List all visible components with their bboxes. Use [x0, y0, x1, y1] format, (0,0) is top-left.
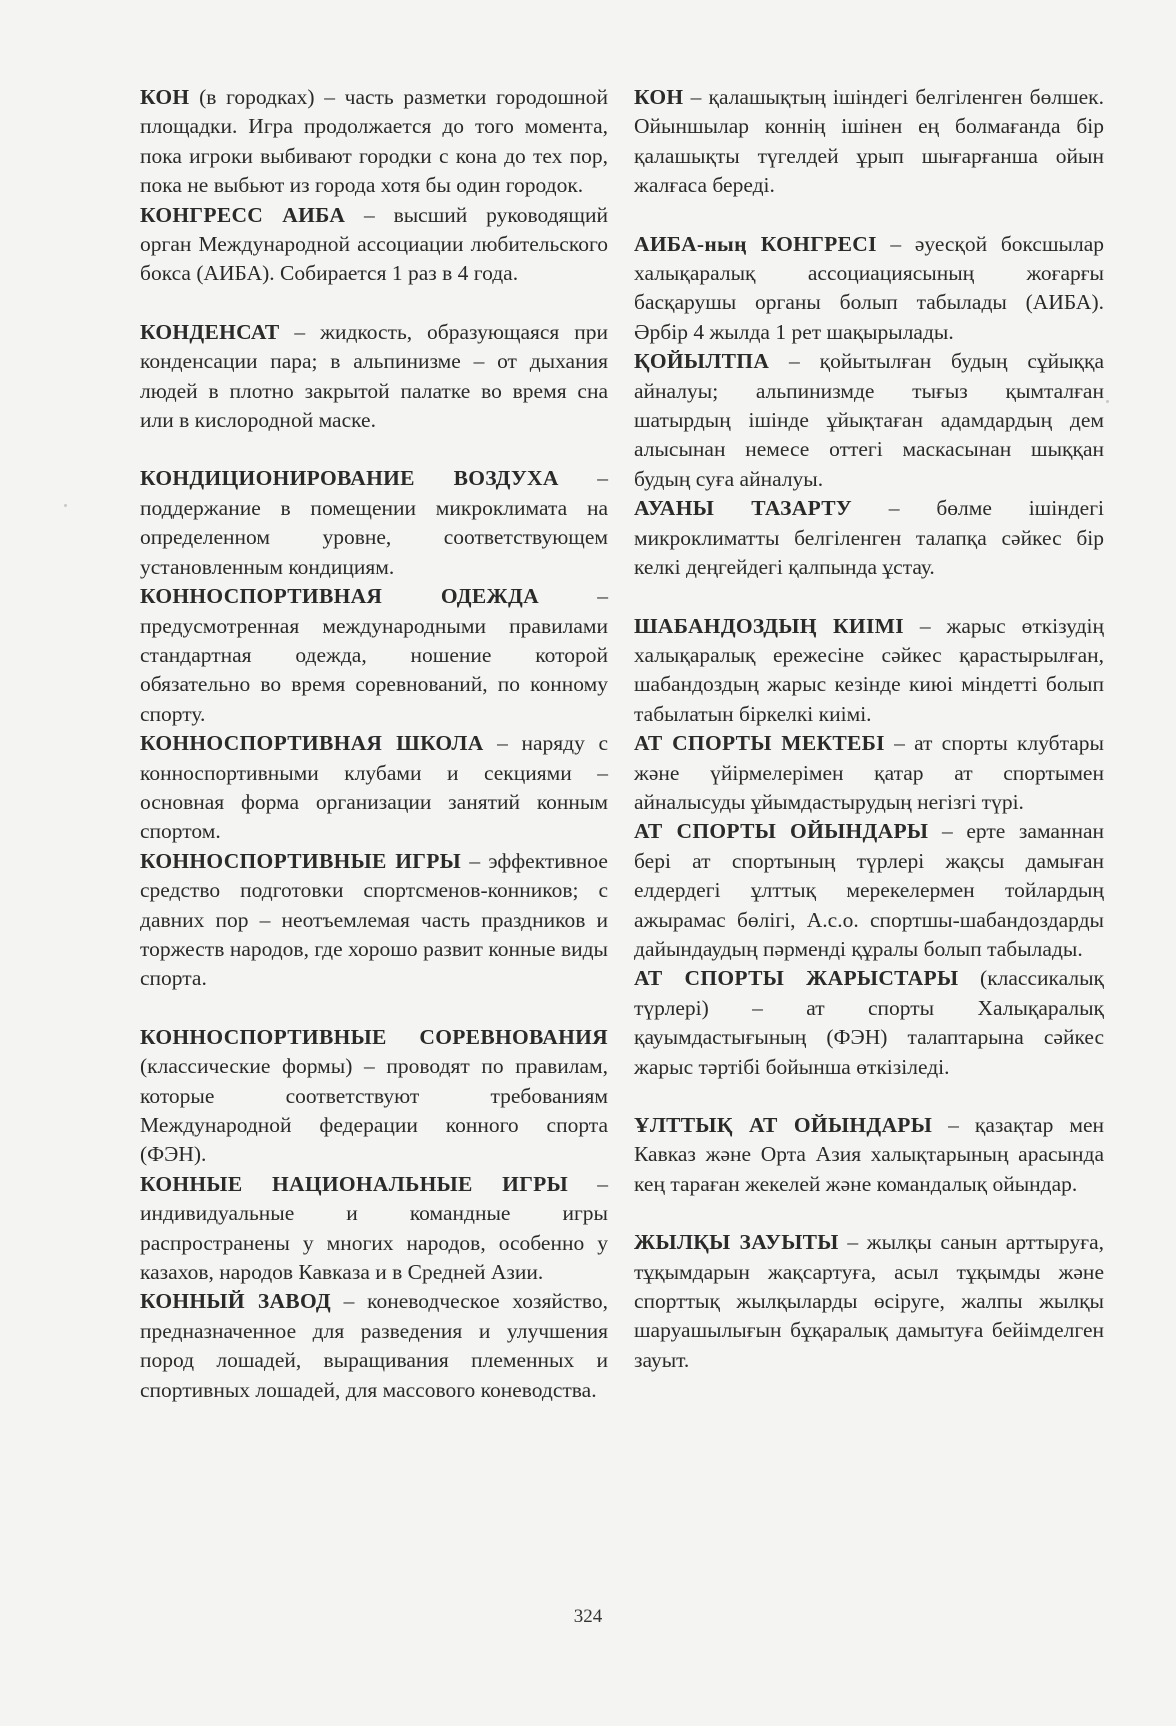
entry-kon-kk: [634, 83, 1104, 201]
entry-at-sporty-oiyndary-kk: [634, 817, 1104, 964]
entry-term: ҰЛТТЫҚ АТ ОЙЫНДАРЫ: [634, 1113, 933, 1137]
entry-term: КОННОСПОРТИВНАЯ ШКОЛА: [140, 731, 484, 756]
entry-konnosport-shkola-ru: [140, 729, 608, 847]
entry-definition: – ерте заманнан бері ат спортының түрлері жақсы дамыған елдердегі ұлттық мерекелермен тойлардың ажырамас бөлігі, А.с.о. спортшы-шабандоздарды дайындаудың пәрменді құралы болып табылады.: [634, 819, 1105, 961]
entry-definition: – эффективное средство подготовки спортсменов-конников; с давних пор – неотъемлемая часть праздников и торжеств народов, где хорошо развит конные виды спорта.: [140, 848, 608, 991]
entry-definition: – предусмотренная международными правилами стандартная одежда, ношение которой обязательно во время соревнований, по конному спорту.: [140, 584, 608, 726]
page-number: 324: [573, 1606, 603, 1627]
entry-term: КОННЫЕ НАЦИОНАЛЬНЫЕ ИГРЫ: [140, 1171, 569, 1196]
entry-definition: – бөлме ішіндегі микроклиматты белгіленген талапқа сәйкес бір келкі деңгейдегі қалпында ұстау.: [634, 496, 1104, 580]
entry-definition: (классические формы) – проводят по правилам, которые соответствуют требованиям Международной федерации конного спорта (ФЭН).: [140, 1054, 608, 1167]
entry-definition: (в городках) – часть разметки городошной площадки. Игра продолжается до того момента, пока игроки выбивают городки с кона до тех пор, пока не выбьют из города хотя бы один городок.: [140, 85, 608, 198]
entry-term: КОНДИЦИОНИРОВАНИЕ ВОЗДУХА: [140, 466, 559, 491]
entry-term: ШАБАНДОЗДЫҢ КИІМІ: [634, 613, 904, 638]
entry-zhylky-zauyty-kk: [634, 1228, 1104, 1375]
entry-definition: – коневодческое хозяйство, предназначенное для разведения и улучшения пород лошадей, выращивания племенных и спортивных лошадей, для массового коневодства.: [140, 1289, 608, 1402]
entry-definition: – поддержание в помещении микроклимата на определенном уровне, соответствующем установленным кондициям.: [140, 466, 608, 579]
entry-definition: – жылқы санын арттыруға, тұқымдарын жақсартуға, асыл тұқымды және спорттық жылқыларды өсіруге, жалпы жылқы шаруашылығын бұқаралық дамытуға бейімделген зауыт.: [634, 1230, 1104, 1372]
entry-kondicionirovanie-ru: [140, 464, 608, 582]
entry-term: КОННЫЙ ЗАВОД: [140, 1289, 331, 1314]
entry-definition: – әуесқой боксшылар халықаралық ассоциациясының жоғарғы басқарушы органы болып табылады (АИБА). Әрбір 4 жылда 1 рет шақырылады.: [634, 231, 1104, 344]
entry-definition: – қалашықтың ішіндегі белгіленген бөлшек. Ойыншылар коннің ішінен ең болмағанда бір қалашықты түгелдей ұрып шығарғанша ойын жалғаса береді.: [634, 85, 1104, 198]
entry-kongress-aiba-ru: [140, 201, 608, 289]
entry-konnosport-odezhda-ru: [140, 582, 608, 729]
entry-term: КОН: [140, 85, 190, 109]
entry-koiyltpa-kk: [634, 347, 1104, 494]
entry-term: КОННОСПОРТИВНЫЕ СОРЕВНОВАНИЯ: [140, 1024, 608, 1049]
entry-definition: – высший руководящий орган Международной ассоциации любительского бокса (АИБА). Собирается 1 раз в 4 года.: [140, 202, 608, 286]
entry-term: КОНГРЕСС АИБА: [140, 202, 346, 227]
entry-term: АТ СПОРТЫ ОЙЫНДАРЫ: [634, 819, 929, 844]
entry-konnosport-igry-ru: [140, 847, 608, 994]
entry-term: ЖЫЛҚЫ ЗАУЫТЫ: [634, 1230, 839, 1255]
entry-konnosport-sorevnovaniya-ru: [140, 1023, 608, 1170]
entry-shabandoz-kiimi-kk: [634, 612, 1104, 730]
entry-konnye-nac-igry-ru: [140, 1170, 608, 1288]
entry-term: КОНДЕНСАТ: [140, 319, 280, 344]
entry-definition: – жарыс өткізудің халықаралық ережесіне сәйкес қарастырылған, шабандоздың жарыс кезінде киюі міндетті болып табылатын біркелкі киімі.: [634, 613, 1104, 726]
entry-term: КОННОСПОРТИВНЫЕ ИГРЫ: [140, 848, 462, 873]
entry-term: КОННОСПОРТИВНАЯ ОДЕЖДА: [140, 584, 539, 609]
entry-kondensat-ru: [140, 318, 608, 436]
entry-definition: – қазақтар мен Кавказ және Орта Азия халықтарының арасында кең тараған жекелей және командалық ойындар.: [634, 1113, 1105, 1196]
entry-kon-ru: [140, 83, 608, 201]
entry-definition: – қойытылған будың сұйыққа айналуы; альпинизмде тығыз қымталған шатырдың ішінде ұйықтаған адамдардың дем алысынан немесе оттегі маскасынан шыққан будың суға айналуы.: [634, 349, 1104, 491]
right-column-kazakh: [634, 83, 1104, 1375]
entry-at-sporty-mektebi-kk: [634, 729, 1104, 817]
entry-ulttyk-at-oiyndary-kk: [634, 1111, 1104, 1199]
entry-aiba-kongresi-kk: [634, 230, 1104, 348]
entry-definition: – жидкость, образующаяся при конденсации пара; в альпинизме – от дыхания людей в плотно закрытой палатке во время сна или в кислородной маске.: [140, 319, 608, 433]
entry-auany-tazartu-kk: [634, 494, 1104, 582]
entry-definition: (классикалық түрлері) – ат спорты Халықаралық қауымдастығының (ФЭН) талаптарына сәйкес жарыс тәртібі бойынша өткізіледі.: [634, 966, 1104, 1079]
entry-definition: – индивидуальные и командные игры распространены у многих народов, особенно у казахов, народов Кавказа и в Средней Азии.: [140, 1171, 608, 1285]
entry-at-sporty-zharystary-kk: [634, 964, 1104, 1082]
paper-speck: [64, 504, 67, 507]
entry-term: ҚОЙЫЛТПА: [634, 349, 770, 374]
entry-term: АУАНЫ ТАЗАРТУ: [634, 496, 853, 521]
entry-definition: – ат спорты клубтары және үйірмелерімен қатар ат спортымен айналысуды ұйымдастырудың негізгі түрі.: [634, 731, 1105, 814]
entry-konnyi-zavod-ru: [140, 1287, 608, 1405]
entry-term: АИБА-ның КОНГРЕСІ: [634, 231, 877, 256]
entry-term: АТ СПОРТЫ МЕКТЕБІ: [634, 731, 885, 756]
paper-speck: [1106, 400, 1109, 403]
left-column-russian: [140, 83, 608, 1405]
entry-definition: – наряду с конноспортивными клубами и секциями – основная форма организации занятий конным спортом.: [140, 731, 608, 844]
entry-term: АТ СПОРТЫ ЖАРЫСТАРЫ: [634, 966, 959, 991]
entry-term: КОН: [634, 85, 684, 109]
